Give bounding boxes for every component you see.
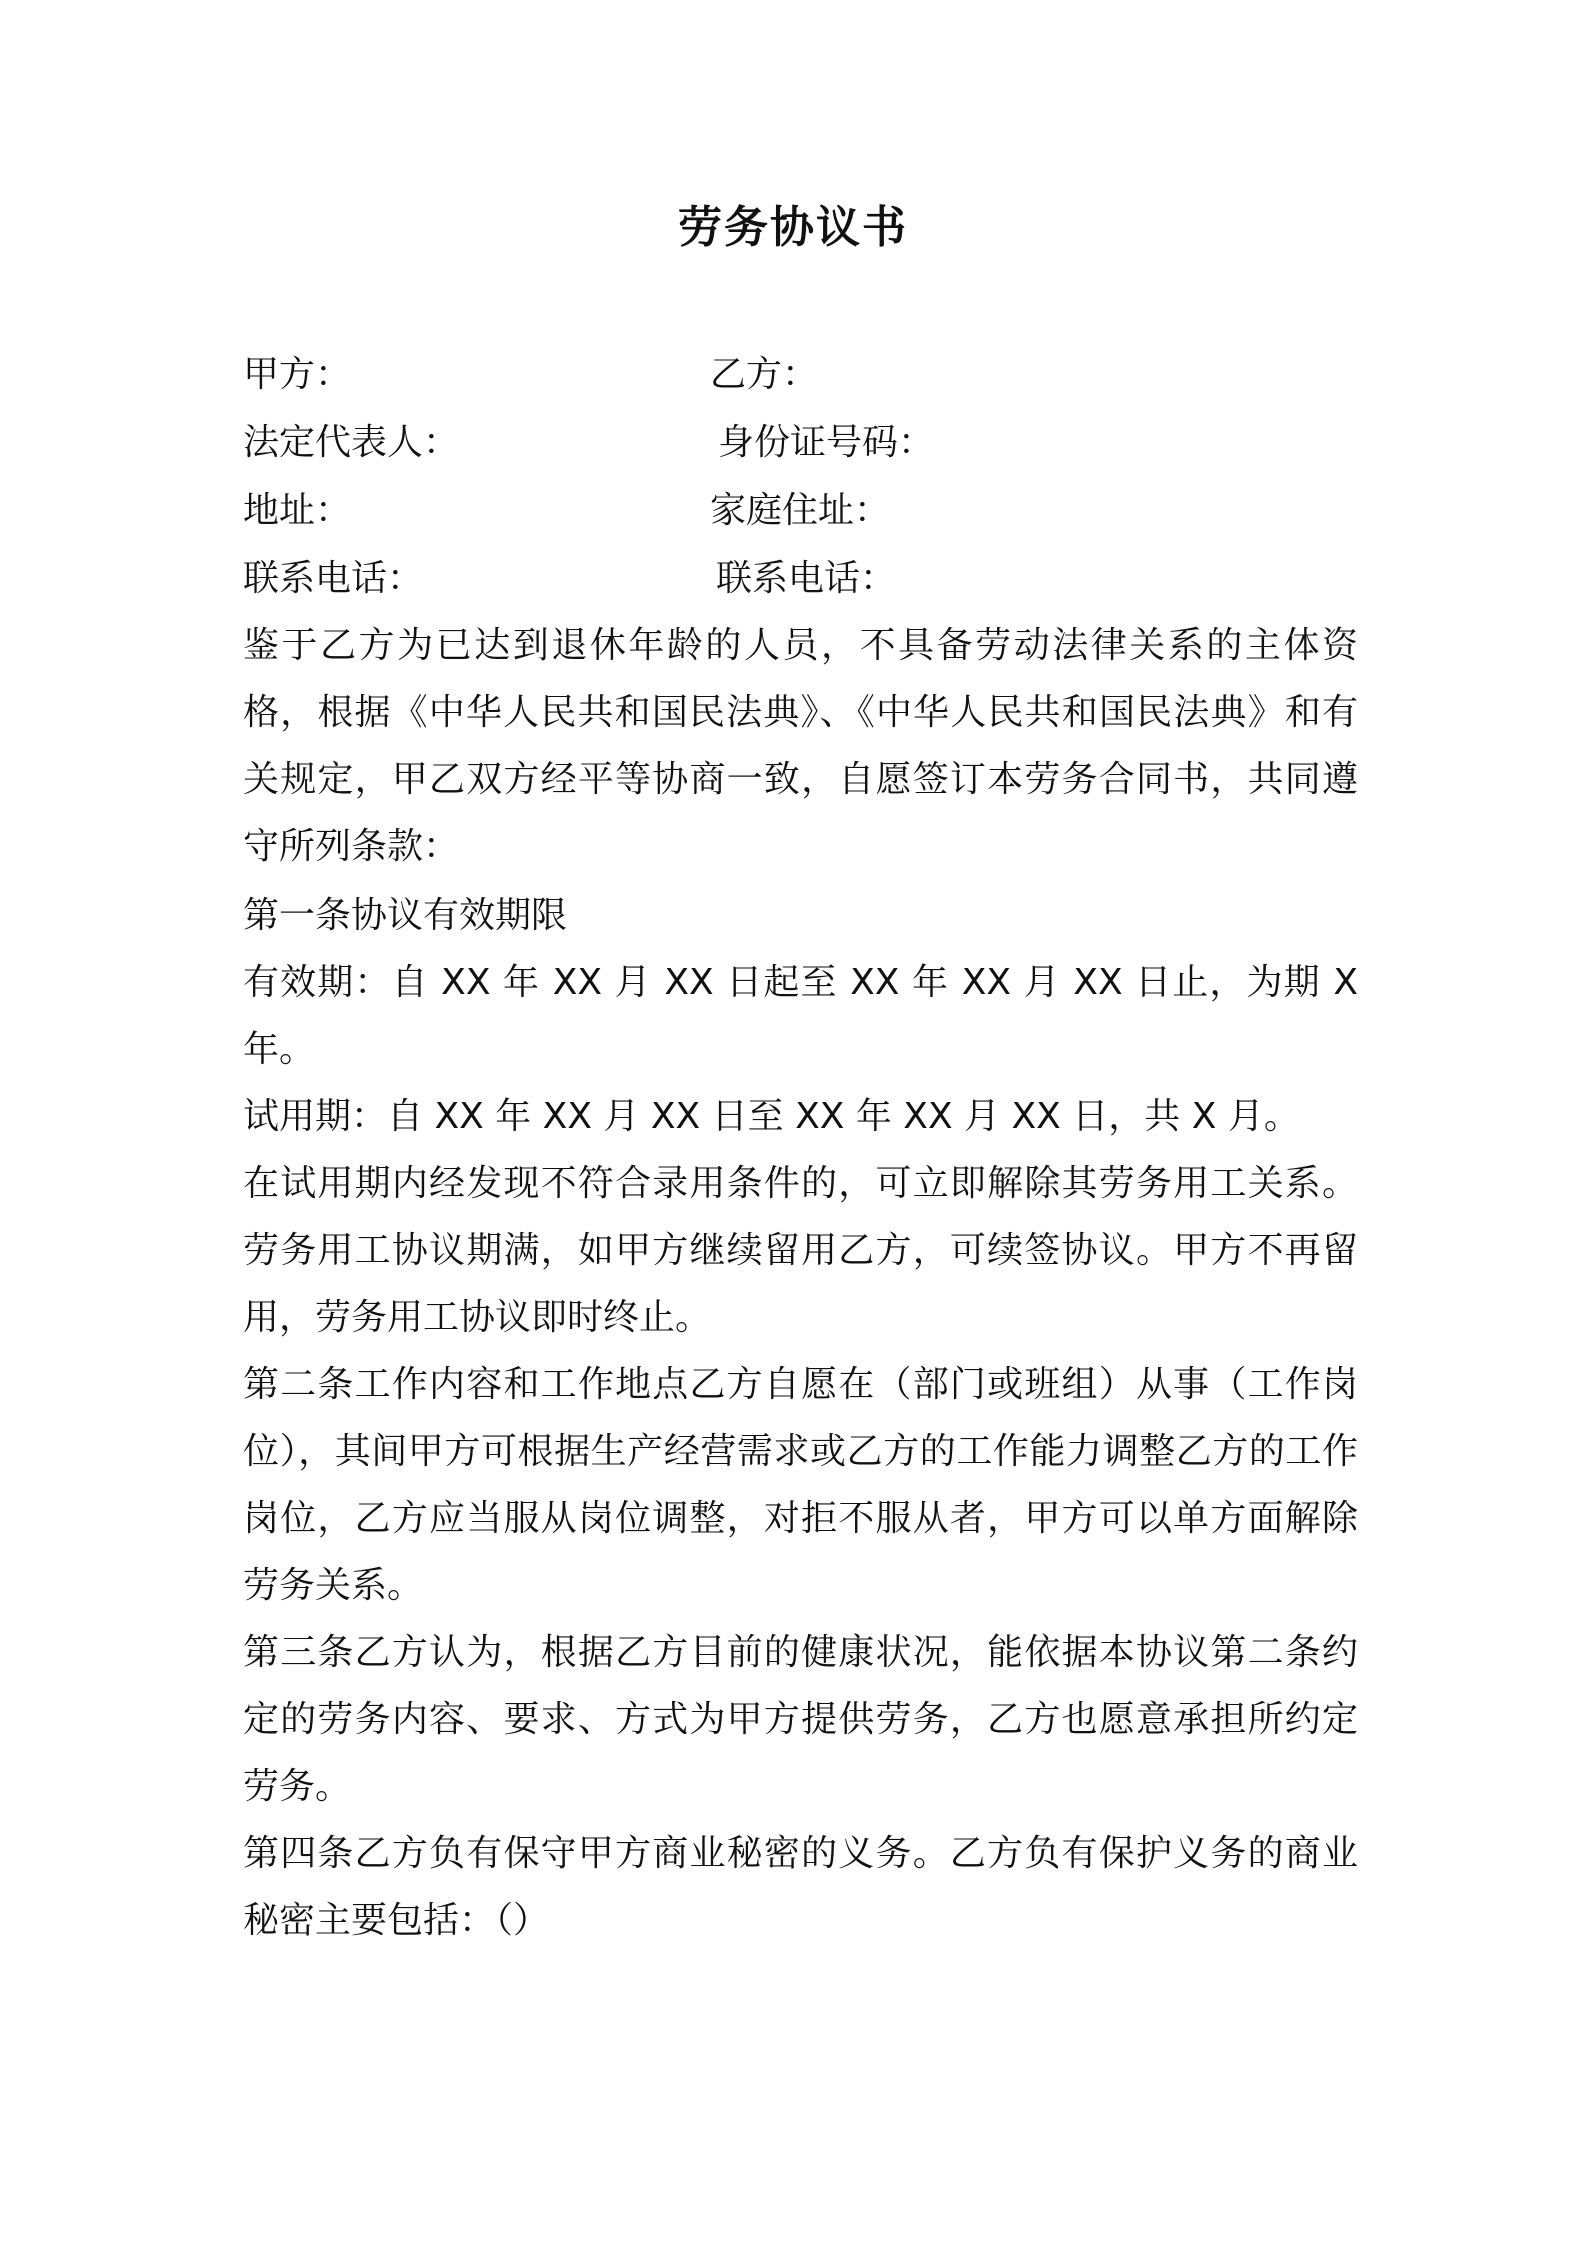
legal-representative-label: 法定代表人：	[243, 422, 460, 463]
party-row-party	[243, 345, 1353, 405]
party-a-phone-label: 联系电话：	[243, 558, 424, 599]
document-title: 劳务协议书	[678, 202, 908, 253]
party-row-representative	[243, 413, 1353, 473]
preamble-paragraph: 鉴于乙方为已达到退休年龄的人员，不具备劳动法律关系的主体资格，根据《中华人民共和国民法典》、《中华人民共和国民法典》和有关规定，甲乙双方经平等协商一致，自愿签订本劳务合同书，共同遵守所列条款：	[243, 625, 1358, 867]
article-3-paragraph: 第三条乙方认为，根据乙方目前的健康状况，能依据本协议第二条约定的劳务内容、要求、方式为甲方提供劳务，乙方也愿意承担所约定劳务。	[243, 1632, 1358, 1807]
party-b-phone-label: 联系电话：	[716, 558, 897, 599]
address-label: 地址：	[243, 490, 352, 531]
party-row-address	[243, 481, 1353, 541]
probation-termination-paragraph: 在试用期内经发现不符合录用条件的，可立即解除其劳务用工关系。劳务用工协议期满，如甲方继续留用乙方，可续签协议。甲方不再留用，劳务用工协议即时终止。	[243, 1163, 1358, 1338]
home-address-label: 家庭住址：	[710, 490, 891, 531]
article-1-heading: 第一条协议有效期限	[243, 895, 568, 936]
document-body	[243, 612, 1358, 1954]
party-a-label: 甲方：	[243, 354, 352, 395]
probation-period-paragraph: 试用期：自 XX 年 XX 月 XX 日至 XX 年 XX 月 XX 日，共 X 月。	[243, 1096, 1300, 1137]
party-row-phone	[243, 549, 1353, 609]
id-number-label: 身份证号码：	[718, 422, 935, 463]
article-2-paragraph: 第二条工作内容和工作地点乙方自愿在（部门或班组）从事（工作岗位），其间甲方可根据生产经营需求或乙方的工作能力调整乙方的工作岗位，乙方应当服从岗位调整，对拒不服从者，甲方可以单方面解除劳务关系。	[243, 1364, 1358, 1606]
party-b-label: 乙方：	[710, 354, 819, 395]
validity-period-paragraph: 有效期：自 XX 年 XX 月 XX 日起至 XX 年 XX 月 XX 日止，为期 X 年。	[243, 962, 1358, 1070]
article-4-paragraph: 第四条乙方负有保守甲方商业秘密的义务。乙方负有保护义务的商业秘密主要包括：（）	[243, 1833, 1358, 1941]
